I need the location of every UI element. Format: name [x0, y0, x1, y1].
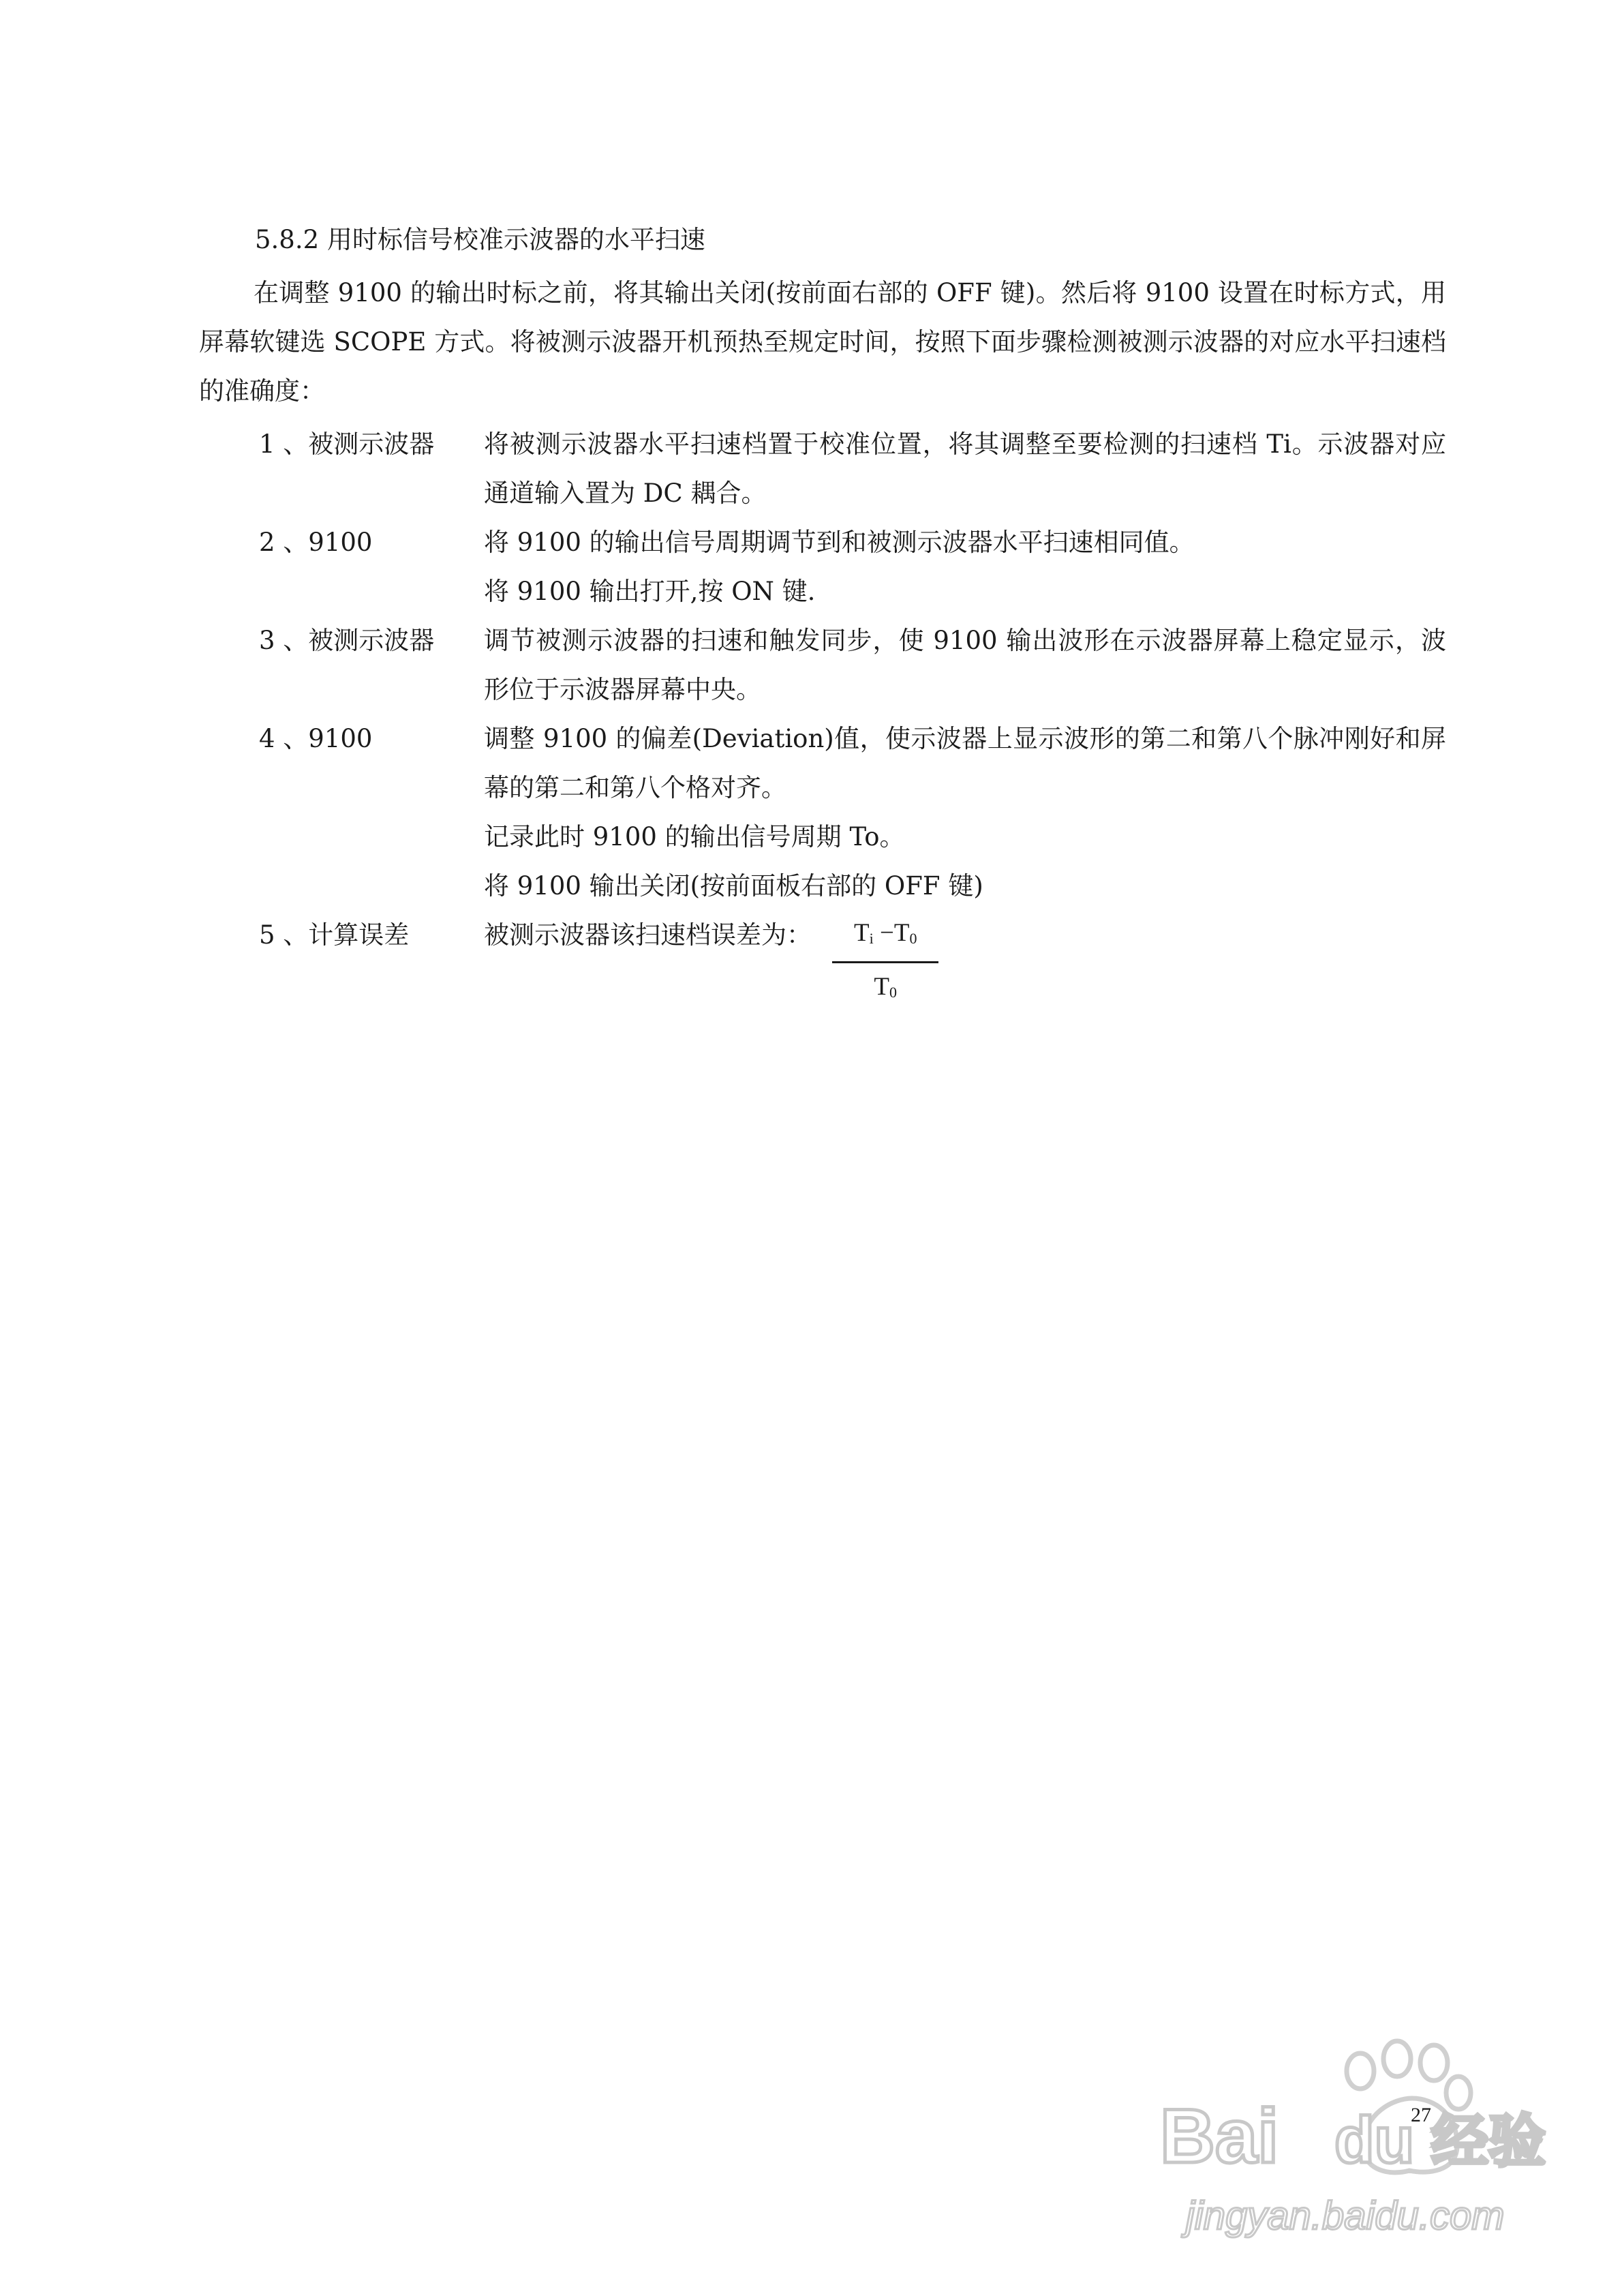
formula-denominator: $T_0$	[874, 973, 898, 1001]
step-label: 1 、被测示波器	[259, 429, 435, 459]
section-heading: 5.8.2 用时标信号校准示波器的水平扫速	[255, 225, 705, 254]
step-label: 3 、被测示波器	[259, 626, 435, 655]
step-line: 调节被测示波器的扫速和触发同步，使 9100 输出波形在示波器屏幕上稳定显示，波形位于示波器屏幕中央。	[484, 626, 1446, 704]
step-2	[255, 518, 1446, 616]
paw-toe-icon	[1420, 2045, 1448, 2081]
watermark-suffix: 经验	[1431, 2109, 1546, 2173]
watermark-brand-b: du	[1334, 2104, 1415, 2177]
error-formula	[832, 911, 938, 1016]
step-body	[484, 518, 1446, 616]
paw-toe-icon	[1383, 2041, 1411, 2076]
watermark-url: jingyan.baidu.com	[1186, 2194, 1505, 2238]
step-body	[484, 911, 1446, 1016]
error-formula-intro: 被测示波器该扫速档误差为：	[484, 920, 812, 950]
step-line: 将 9100 输出关闭(按前面板右部的 OFF 键)	[484, 871, 983, 901]
step-label: 5 、计算误差	[259, 920, 410, 950]
step-body	[484, 616, 1446, 714]
step-list	[255, 420, 1446, 1016]
step-line: 调整 9100 的偏差(Deviation)值，使示波器上显示波形的第二和第八个脉冲刚好和屏幕的第二和第八个格对齐。	[484, 724, 1446, 802]
step-line: 记录此时 9100 的输出信号周期 To。	[484, 822, 905, 851]
page-number: 27	[1411, 2104, 1431, 2126]
formula-numerator: $T_i -T_0$	[832, 911, 938, 963]
baidu-jingyan-watermark	[1159, 2018, 1567, 2291]
step-line: 将 9100 的输出信号周期调节到和被测示波器水平扫速相同值。	[484, 528, 1195, 557]
step-line	[484, 911, 1446, 1016]
step-body	[484, 420, 1446, 518]
step-label: 2 、9100	[259, 528, 373, 557]
paw-toe-icon	[1347, 2053, 1374, 2089]
paw-toe-icon	[1446, 2076, 1471, 2109]
step-4	[255, 714, 1446, 911]
watermark-brand-a: Bai	[1160, 2094, 1279, 2179]
step-3	[255, 616, 1446, 714]
step-body	[484, 714, 1446, 911]
step-1	[255, 420, 1446, 518]
step-label: 4 、9100	[259, 724, 373, 753]
intro-paragraph: 在调整 9100 的输出时标之前，将其输出关闭(按前面右部的 OFF 键)。然后将 9100 设置在时标方式，用屏幕软键选 SCOPE 方式。将被测示波器开机预热至规定时间，按照下面步骤检测被测示波器的对应水平扫速档的准确度：	[199, 278, 1446, 406]
step-line: 将 9100 输出打开,按 ON 键.	[484, 577, 816, 606]
step-5	[255, 911, 1446, 1016]
step-line: 将被测示波器水平扫速档置于校准位置，将其调整至要检测的扫速档 Ti。示波器对应通道输入置为 DC 耦合。	[484, 429, 1446, 508]
